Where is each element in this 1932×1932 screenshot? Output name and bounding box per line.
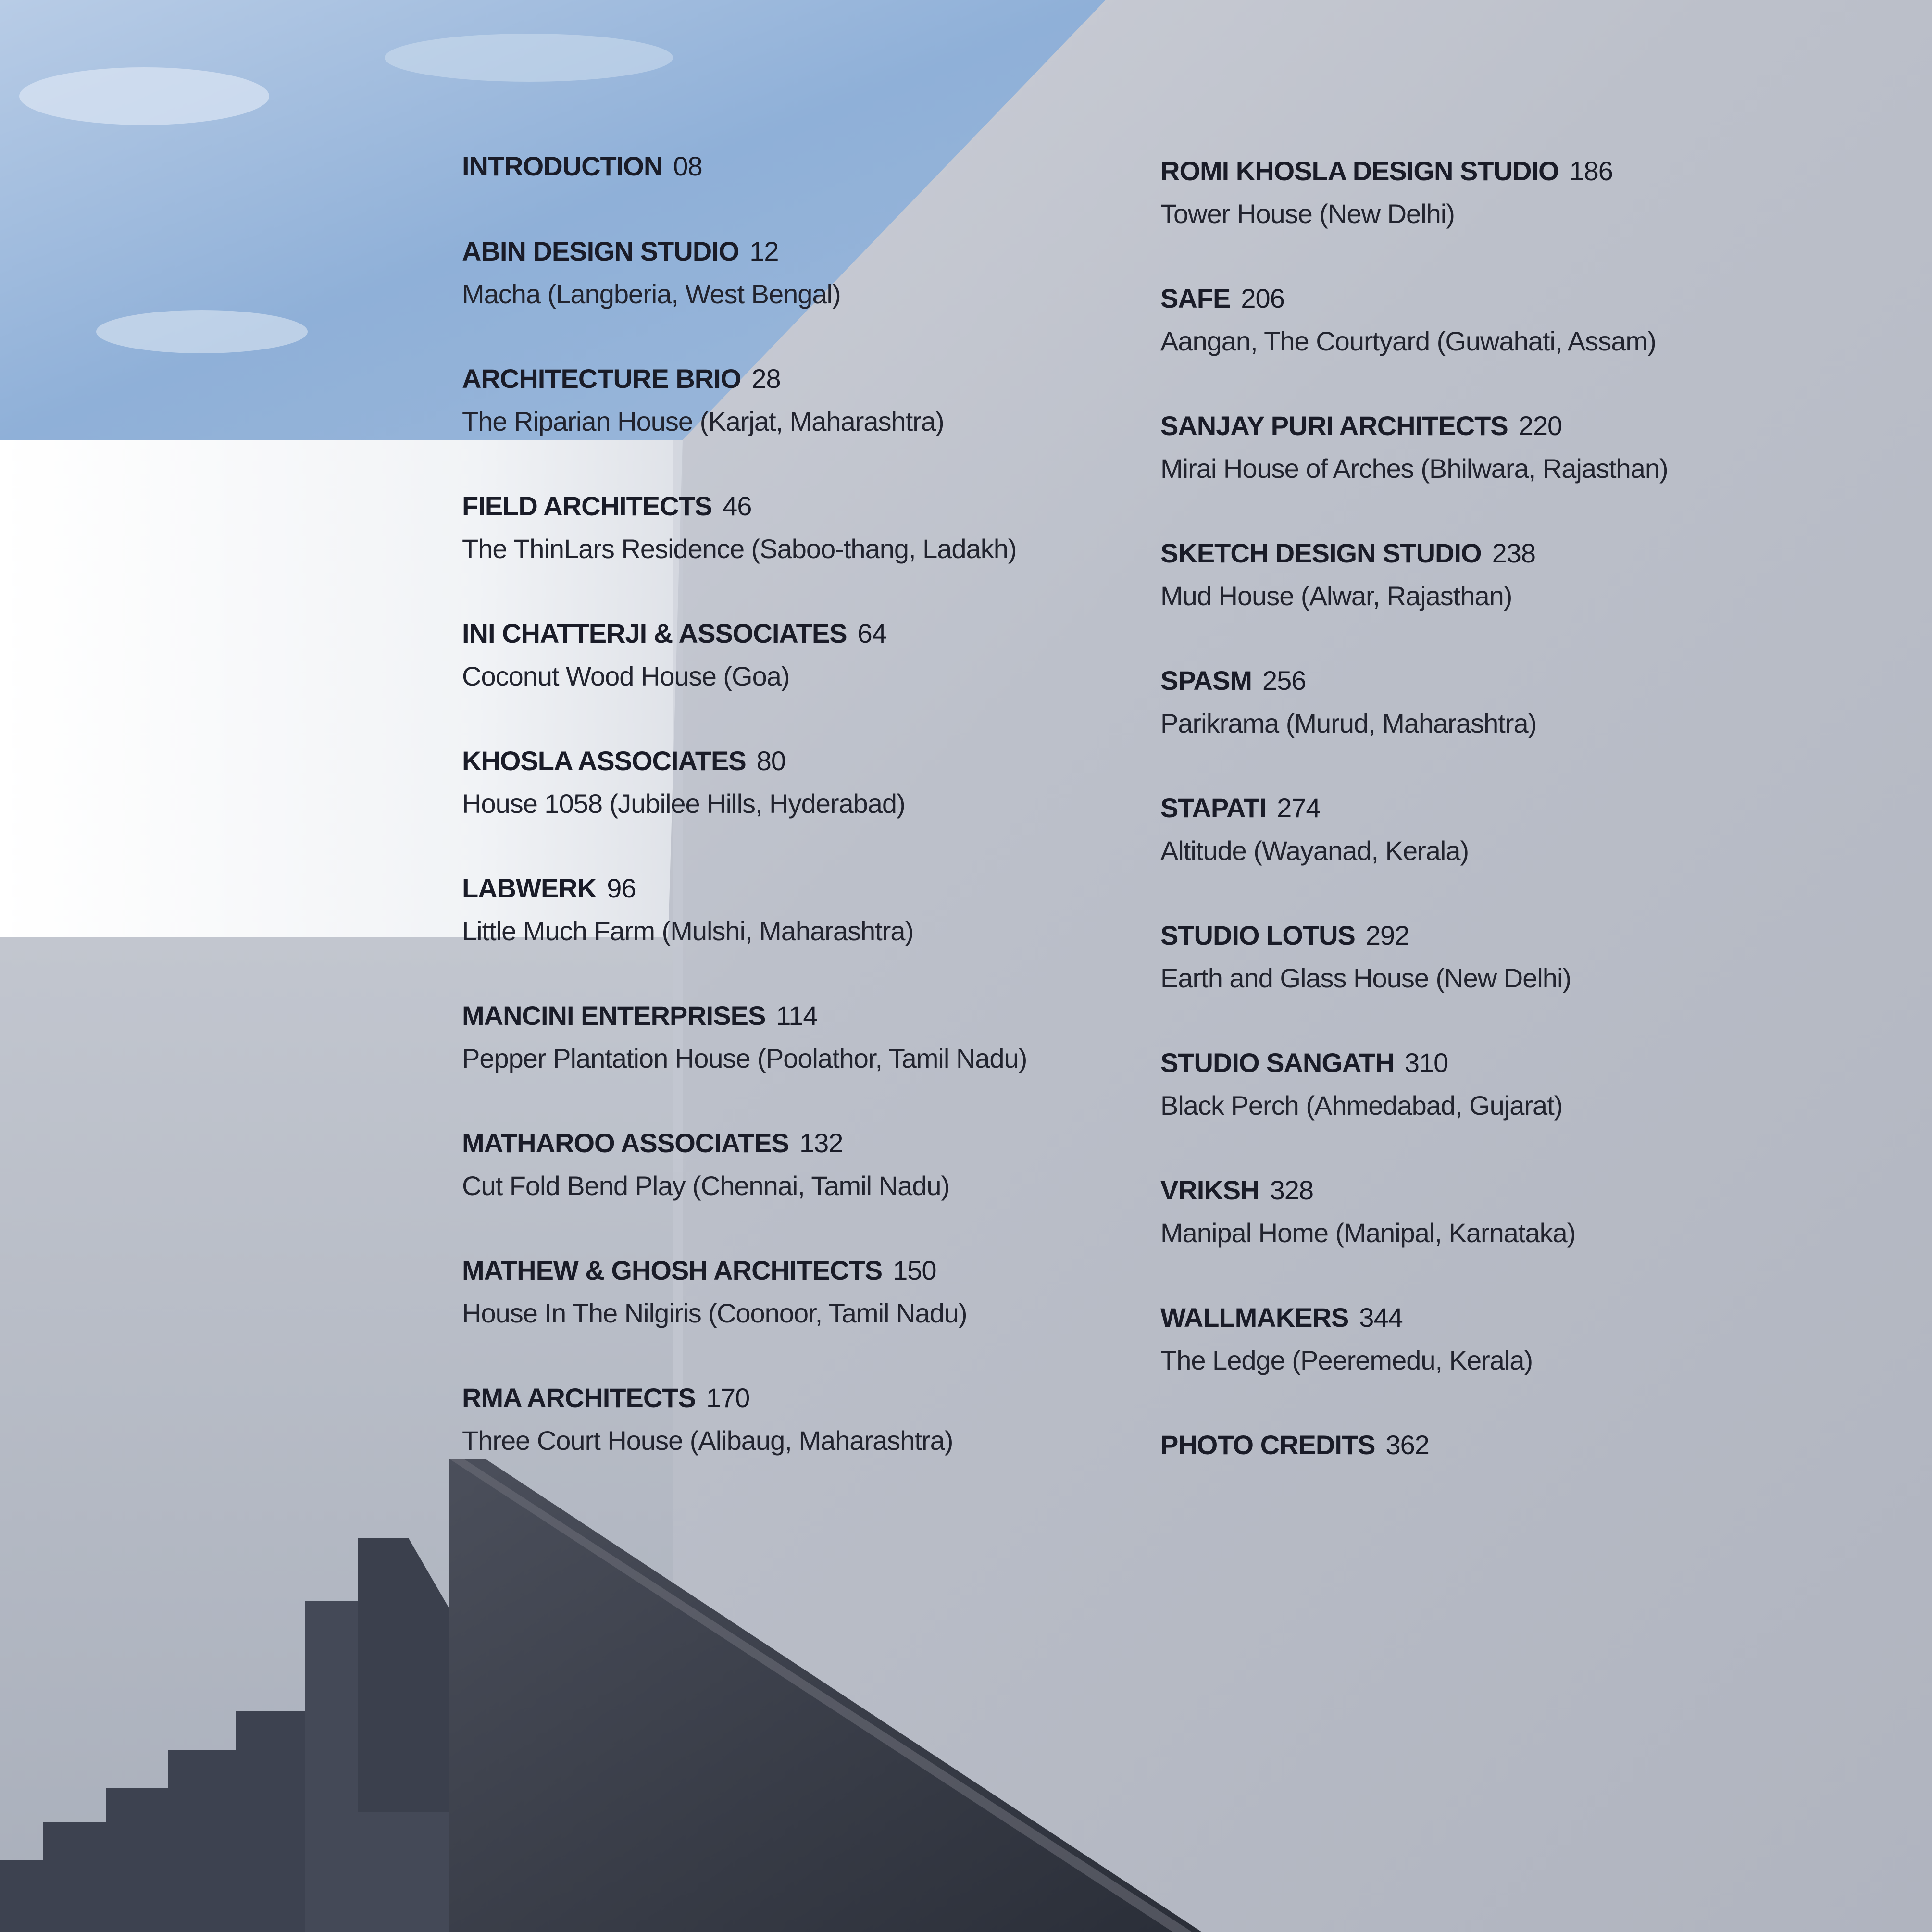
- entry-page: 08: [673, 151, 702, 181]
- toc-entry[interactable]: [1160, 285, 1656, 355]
- entry-page: 292: [1365, 920, 1409, 950]
- entry-page: 12: [749, 236, 779, 266]
- toc-entry[interactable]: [1160, 922, 1571, 992]
- toc-entry[interactable]: [462, 748, 905, 817]
- entry-subtitle: Three Court House (Alibaug, Maharashtra): [462, 1425, 953, 1456]
- entry-subtitle: Manipal Home (Manipal, Karnataka): [1160, 1218, 1576, 1248]
- entry-subtitle: House 1058 (Jubilee Hills, Hyderabad): [462, 788, 905, 819]
- entry-page: 186: [1569, 156, 1613, 186]
- entry-title: ABIN DESIGN STUDIO: [462, 236, 739, 266]
- entry-subtitle: The Riparian House (Karjat, Maharashtra): [462, 406, 944, 436]
- entry-page: 220: [1518, 411, 1562, 441]
- toc-entry[interactable]: [1160, 1304, 1533, 1374]
- toc-entry[interactable]: [462, 1130, 949, 1199]
- entry-subtitle: Little Much Farm (Mulshi, Maharashtra): [462, 916, 914, 946]
- entry-page: 170: [706, 1383, 750, 1413]
- entry-subtitle: Mirai House of Arches (Bhilwara, Rajasthan): [1160, 453, 1668, 484]
- entry-title: MATHAROO ASSOCIATES: [462, 1128, 789, 1158]
- entry-subtitle: Earth and Glass House (New Delhi): [1160, 963, 1571, 993]
- entry-page: 310: [1404, 1047, 1448, 1078]
- entry-title: KHOSLA ASSOCIATES: [462, 746, 746, 776]
- entry-page: 328: [1270, 1175, 1314, 1205]
- entry-subtitle: Coconut Wood House (Goa): [462, 661, 790, 691]
- entry-title: WALLMAKERS: [1160, 1302, 1349, 1333]
- toc-entry[interactable]: [462, 875, 913, 945]
- entry-page: 362: [1385, 1430, 1429, 1460]
- entry-title: PHOTO CREDITS: [1160, 1430, 1375, 1460]
- entry-subtitle: Mud House (Alwar, Rajasthan): [1160, 581, 1512, 611]
- entry-page: 132: [799, 1128, 843, 1158]
- entry-title: INTRODUCTION: [462, 151, 663, 181]
- toc-entry[interactable]: [462, 365, 944, 435]
- entry-page: 80: [756, 746, 786, 776]
- entry-subtitle: Parikrama (Murud, Maharashtra): [1160, 708, 1537, 738]
- entry-subtitle: Altitude (Wayanad, Kerala): [1160, 835, 1469, 866]
- entry-title: INI CHATTERJI & ASSOCIATES: [462, 618, 847, 648]
- toc-entry[interactable]: [462, 620, 886, 690]
- toc-entry[interactable]: [1160, 1049, 1562, 1119]
- toc-entry[interactable]: [462, 238, 841, 308]
- entry-page: 46: [723, 491, 752, 521]
- entry-subtitle: Macha (Langberia, West Bengal): [462, 279, 841, 309]
- entry-title: STAPATI: [1160, 793, 1267, 823]
- toc-entry[interactable]: [1160, 412, 1668, 482]
- entry-title: MANCINI ENTERPRISES: [462, 1000, 766, 1031]
- entry-title: VRIKSH: [1160, 1175, 1259, 1205]
- entry-page: 274: [1277, 793, 1321, 823]
- entry-subtitle: The Ledge (Peeremedu, Kerala): [1160, 1345, 1533, 1375]
- entry-title: ROMI KHOSLA DESIGN STUDIO: [1160, 156, 1559, 186]
- toc-entry[interactable]: [1160, 795, 1469, 864]
- entry-title: SKETCH DESIGN STUDIO: [1160, 538, 1482, 568]
- toc-entry[interactable]: [462, 493, 1017, 562]
- entry-title: SAFE: [1160, 283, 1231, 313]
- toc-entry[interactable]: [1160, 158, 1613, 227]
- entry-subtitle: Tower House (New Delhi): [1160, 199, 1455, 229]
- entry-title: MATHEW & GHOSH ARCHITECTS: [462, 1255, 883, 1285]
- entry-title: ARCHITECTURE BRIO: [462, 363, 741, 394]
- entry-page: 64: [857, 618, 886, 648]
- toc-entry[interactable]: [462, 153, 702, 180]
- entry-title: SANJAY PURI ARCHITECTS: [1160, 411, 1508, 441]
- entry-title: SPASM: [1160, 665, 1252, 696]
- entry-subtitle: House In The Nilgiris (Coonoor, Tamil Nadu): [462, 1298, 967, 1328]
- entry-page: 96: [607, 873, 636, 903]
- entry-title: RMA ARCHITECTS: [462, 1383, 696, 1413]
- toc-entry[interactable]: [1160, 1432, 1429, 1458]
- entry-page: 238: [1492, 538, 1536, 568]
- entry-title: FIELD ARCHITECTS: [462, 491, 712, 521]
- toc-entry[interactable]: [462, 1257, 967, 1327]
- entry-page: 256: [1262, 665, 1306, 696]
- entry-subtitle: The ThinLars Residence (Saboo-thang, Ladakh): [462, 534, 1017, 564]
- toc-entry[interactable]: [462, 1002, 1027, 1072]
- toc-entry[interactable]: [1160, 1177, 1575, 1246]
- entry-title: LABWERK: [462, 873, 597, 903]
- entry-page: 28: [751, 363, 781, 394]
- toc-entry[interactable]: [1160, 667, 1536, 737]
- toc-entry[interactable]: [462, 1384, 953, 1454]
- entry-title: STUDIO SANGATH: [1160, 1047, 1394, 1078]
- entry-title: STUDIO LOTUS: [1160, 920, 1355, 950]
- entry-subtitle: Pepper Plantation House (Poolathor, Tamil Nadu): [462, 1043, 1027, 1073]
- entry-subtitle: Black Perch (Ahmedabad, Gujarat): [1160, 1090, 1563, 1121]
- toc-entry[interactable]: [1160, 540, 1535, 610]
- entry-subtitle: Cut Fold Bend Play (Chennai, Tamil Nadu): [462, 1171, 950, 1201]
- entry-page: 114: [776, 1000, 818, 1031]
- entry-page: 150: [893, 1255, 936, 1285]
- entry-page: 344: [1359, 1302, 1403, 1333]
- entry-page: 206: [1241, 283, 1284, 313]
- entry-subtitle: Aangan, The Courtyard (Guwahati, Assam): [1160, 326, 1656, 356]
